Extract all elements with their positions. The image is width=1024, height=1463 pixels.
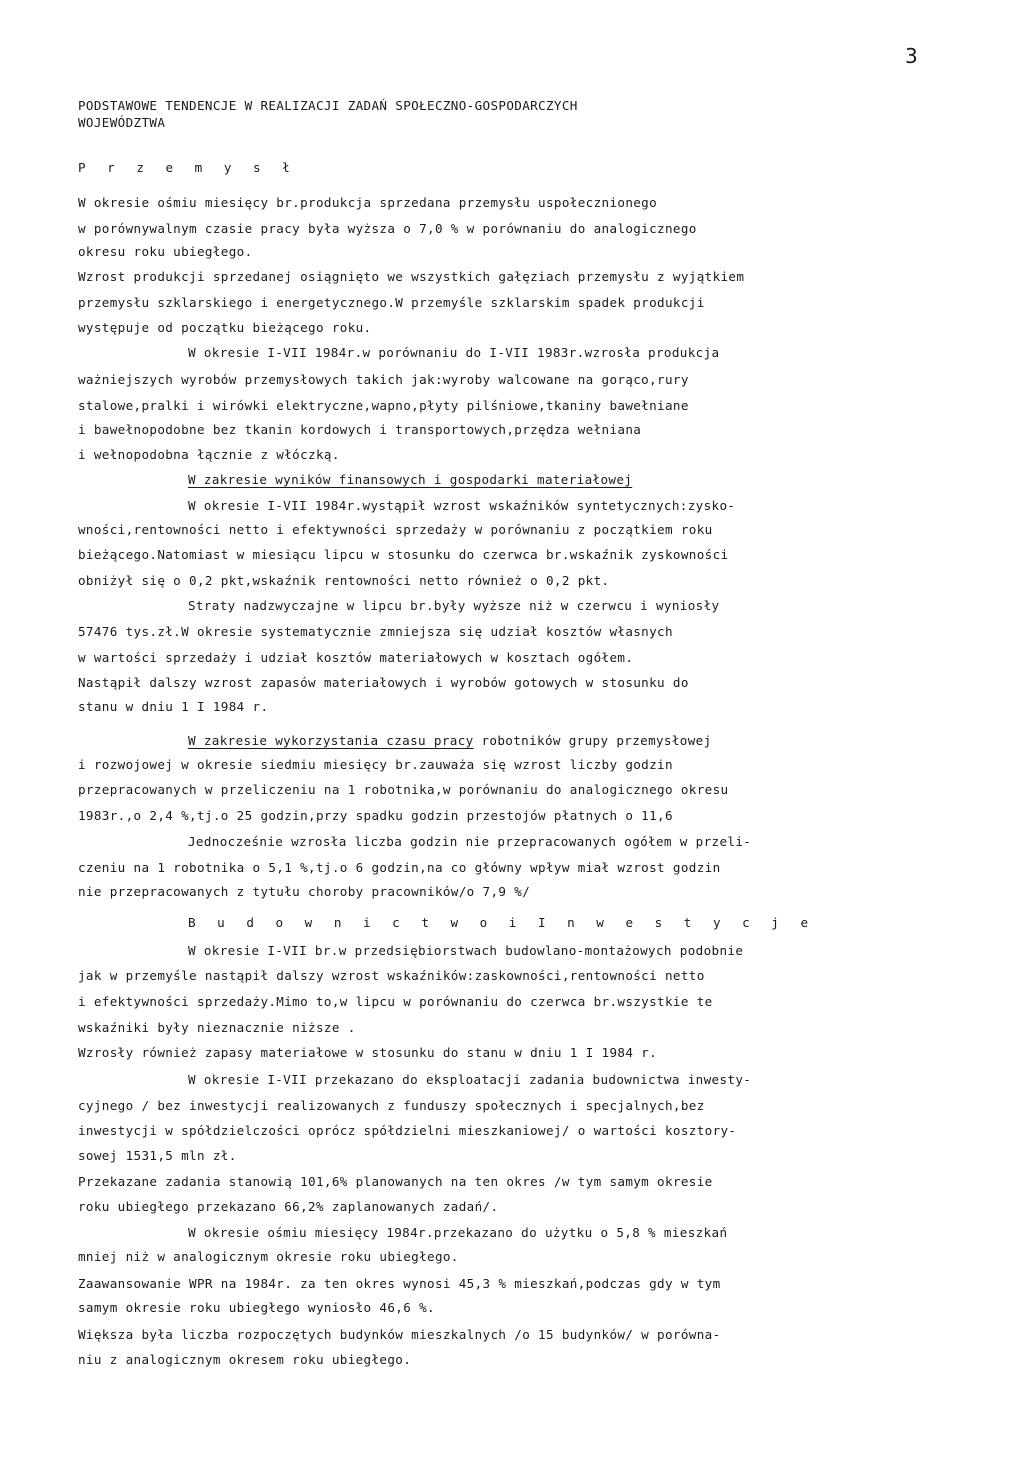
section-heading-budownictwo: B u d o w n i c t w o i I n w e s t y c j e [188, 915, 816, 930]
text-line: roku ubiegłego przekazano 66,2% zaplanowanych zadań/. [78, 1199, 499, 1214]
text-line: i wełnopodobna łącznie z włóczką. [78, 447, 340, 462]
text-line: Jednocześnie wzrosła liczba godzin nie przepracowanych ogółem w przeli- [188, 834, 752, 849]
text-line: Wzrost produkcji sprzedanej osiągnięto we wszystkich gałęziach przemysłu z wyjątkiem [78, 269, 745, 284]
section-heading-czas-pracy [188, 733, 712, 749]
text-line: W okresie I-VII 1984r.w porównaniu do I-VII 1983r.wzrosła produkcja [188, 345, 720, 360]
text-line: stalowe,pralki i wirówki elektryczne,wapno,płyty pilśniowe,tkaniny bawełniane [78, 398, 689, 413]
text-line: nie przepracowanych z tytułu choroby pracowników/o 7,9 %/ [78, 884, 531, 899]
text-line: wności,rentowności netto i efektywności sprzedaży w porównaniu z początkiem roku [78, 522, 713, 537]
text-line: i bawełnopodobne bez tkanin kordowych i transportowych,przędza wełniana [78, 422, 642, 437]
text-line: W okresie ośmiu miesięcy br.produkcja sprzedana przemysłu uspołecznionego [78, 195, 658, 210]
text-line: Nastąpił dalszy wzrost zapasów materiałowych i wyrobów gotowych w stosunku do [78, 675, 689, 690]
text-line: samym okresie roku ubiegłego wyniosło 46,6 %. [78, 1300, 435, 1315]
text-line: bieżącego.Natomiast w miesiącu lipcu w stosunku do czerwca br.wskaźnik zyskowności [78, 547, 729, 562]
text-line: czeniu na 1 robotnika o 5,1 %,tj.o 6 godzin,na co główny wpływ miał wzrost godzin [78, 860, 721, 875]
text-line: w porównywalnym czasie pracy była wyższa o 7,0 % w porównaniu do analogicznego [78, 221, 697, 236]
text-line: i rozwojowej w okresie siedmiu miesięcy br.zauważa się wzrost liczby godzin [78, 757, 673, 772]
text-line: W okresie I-VII przekazano do eksploatacji zadania budownictwa inwesty- [188, 1072, 752, 1087]
text-line: Zaawansowanie WPR na 1984r. za ten okres wynosi 45,3 % mieszkań,podczas gdy w tym [78, 1276, 721, 1291]
text-line: niu z analogicznym okresem roku ubiegłego. [78, 1352, 412, 1367]
section-heading-czas-pracy-rest: robotników grupy przemysłowej [473, 733, 712, 748]
text-line: W okresie I-VII br.w przedsiębiorstwach budowlano-montażowych podobnie [188, 943, 744, 958]
document-title-cont: WOJEWÓDZTWA [78, 115, 166, 130]
document-title: PODSTAWOWE TENDENCJE W REALIZACJI ZADAŃ SPOŁECZNO-GOSPODARCZYCH [78, 98, 578, 113]
text-line: Straty nadzwyczajne w lipcu br.były wyższe niż w czerwcu i wyniosły [188, 598, 720, 613]
text-line: inwestycji w spółdzielczości oprócz spółdzielni mieszkaniowej/ o wartości kosztory- [78, 1123, 737, 1138]
text-line: obniżył się o 0,2 pkt,wskaźnik rentowności netto również o 0,2 pkt. [78, 573, 610, 588]
text-line: w wartości sprzedaży i udział kosztów materiałowych w kosztach ogółem. [78, 650, 634, 665]
page-number: 3 [905, 44, 919, 68]
text-line: cyjnego / bez inwestycji realizowanych z funduszy społecznych i specjalnych,bez [78, 1098, 705, 1113]
text-line: 1983r.,o 2,4 %,tj.o 25 godzin,przy spadku godzin przestojów płatnych o 11,6 [78, 808, 673, 823]
text-line: W okresie ośmiu miesięcy 1984r.przekazano do użytku o 5,8 % mieszkań [188, 1225, 728, 1240]
text-line: stanu w dniu 1 I 1984 r. [78, 699, 269, 714]
text-line: mniej niż w analogicznym okresie roku ubiegłego. [78, 1249, 459, 1264]
text-line: jak w przemyśle nastąpił dalszy wzrost wskaźników:zaskowności,rentowności netto [78, 968, 705, 983]
text-line: 57476 tys.zł.W okresie systematycznie zmniejsza się udział kosztów własnych [78, 624, 673, 639]
text-line: przemysłu szklarskiego i energetycznego.W przemyśle szklarskim spadek produkcji [78, 295, 705, 310]
section-heading-finanse: W zakresie wyników finansowych i gospodarki materiałowej [188, 472, 633, 487]
text-line: przepracowanych w przeliczeniu na 1 robotnika,w porównaniu do analogicznego okresu [78, 782, 729, 797]
text-line: sowej 1531,5 mln zł. [78, 1148, 237, 1163]
text-line: Wzrosły również zapasy materiałowe w stosunku do stanu w dniu 1 I 1984 r. [78, 1045, 658, 1060]
text-line: W okresie I-VII 1984r.wystąpił wzrost wskaźników syntetycznych:zysko- [188, 498, 736, 513]
text-line: okresu roku ubiegłego. [78, 244, 253, 259]
text-line: wskaźniki były nieznacznie niższe . [78, 1020, 356, 1035]
text-line: Przekazane zadania stanowią 101,6% planowanych na ten okres /w tym samym okresie [78, 1174, 713, 1189]
text-line: ważniejszych wyrobów przemysłowych takich jak:wyroby walcowane na gorąco,rury [78, 372, 689, 387]
text-line: Większa była liczba rozpoczętych budynków mieszkalnych /o 15 budynków/ w porówna- [78, 1327, 721, 1342]
text-line: występuje od początku bieżącego roku. [78, 320, 372, 335]
section-heading-przemysl: P r z e m y s ł [78, 160, 297, 175]
section-heading-czas-pracy-underlined: W zakresie wykorzystania czasu pracy [188, 733, 474, 748]
text-line: i efektywności sprzedaży.Mimo to,w lipcu w porównaniu do czerwca br.wszystkie te [78, 994, 713, 1009]
